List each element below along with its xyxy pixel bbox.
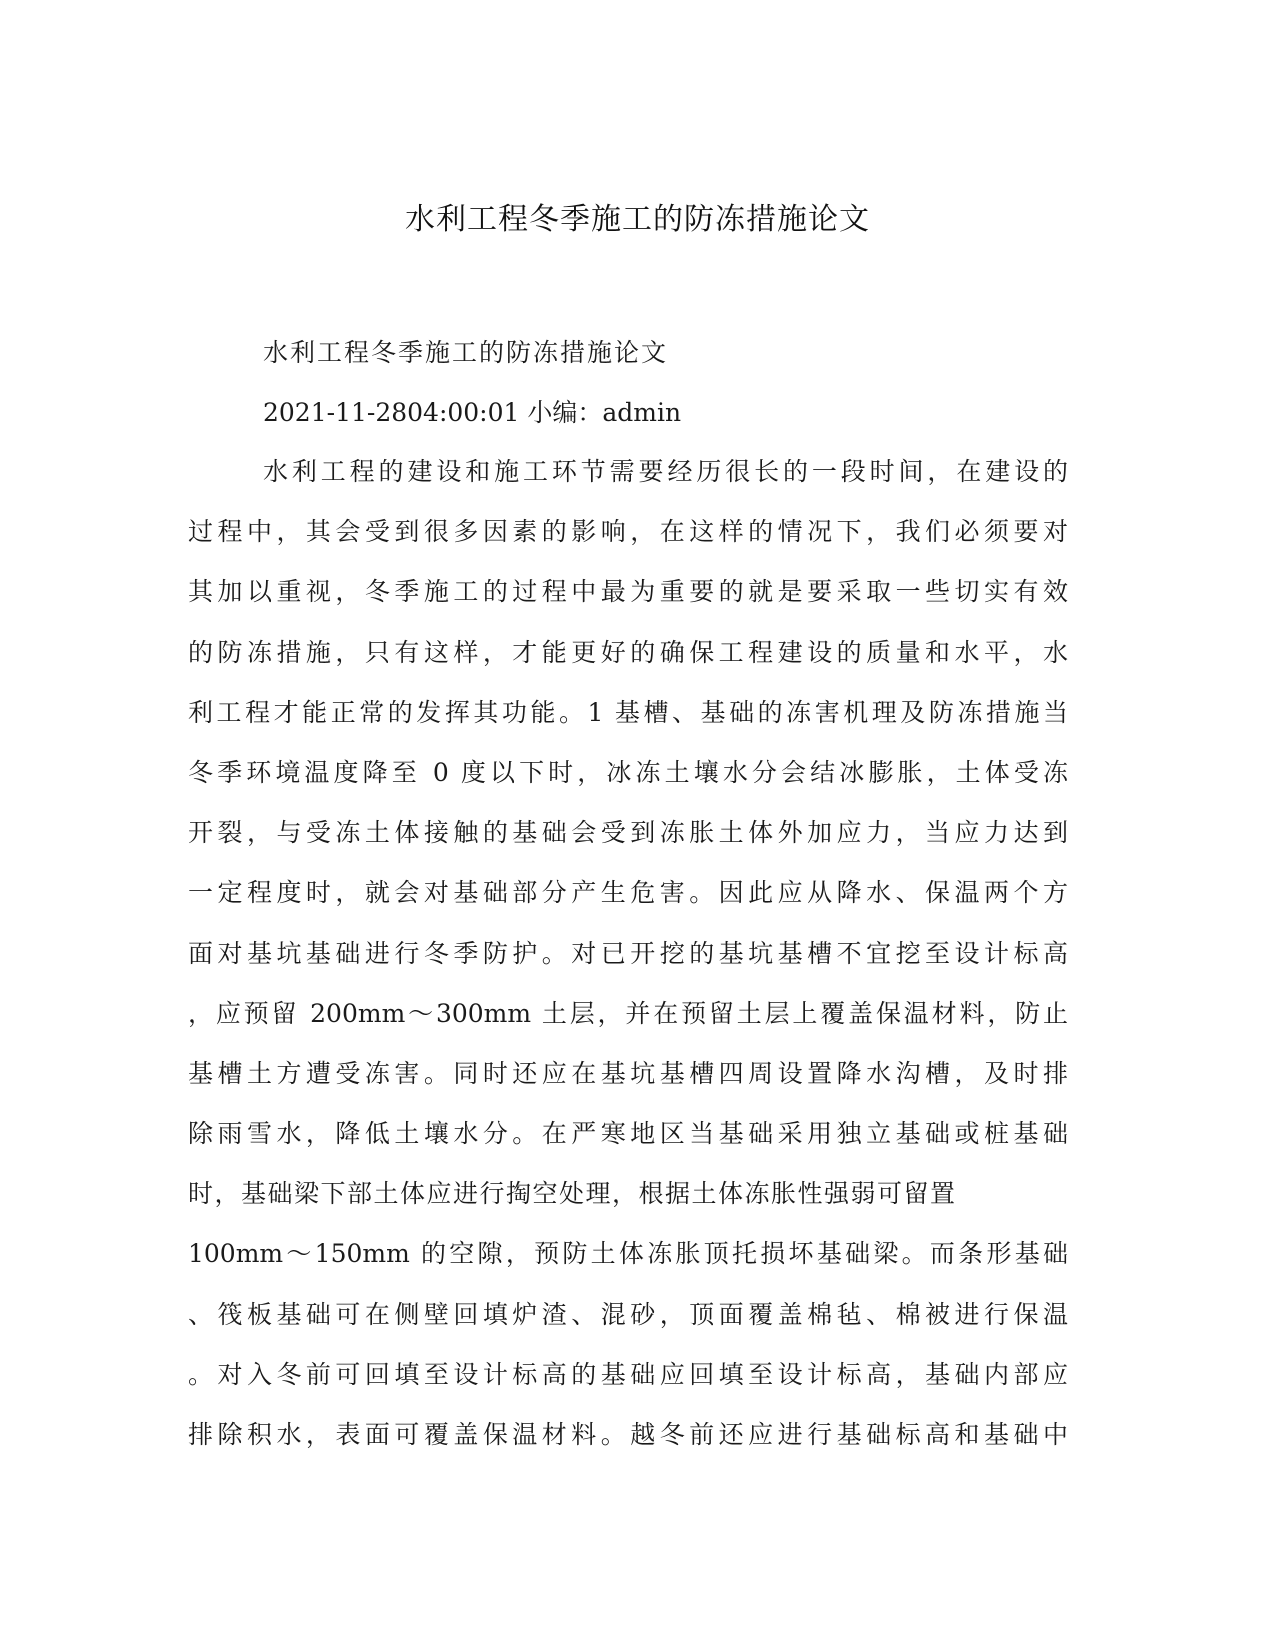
- body-line: 。对入冬前可回填至设计标高的基础应回填至设计标高，基础内部应: [188, 1359, 1068, 1389]
- body-line: ，应预留 200mm～300mm 土层，并在预留土层上覆盖保温材料，防止: [188, 998, 1068, 1028]
- body-line: 的防冻措施，只有这样，才能更好的确保工程建设的质量和水平，水: [188, 637, 1068, 667]
- body-line: 冬季环境温度降至 0 度以下时，冰冻土壤水分会结冰膨胀，土体受冻: [188, 757, 1068, 787]
- body-line: 其加以重视，冬季施工的过程中最为重要的就是要采取一些切实有效: [188, 577, 1068, 607]
- body-line: 面对基坑基础进行冬季防护。对已开挖的基坑基槽不宜挖至设计标高: [188, 938, 1068, 968]
- article-body: [188, 455, 1088, 1478]
- body-line: 基槽土方遭受冻害。同时还应在基坑基槽四周设置降水沟槽，及时排: [188, 1058, 1068, 1088]
- body-line: 时，基础梁下部土体应进行掏空处理，根据土体冻胀性强弱可留置: [188, 1179, 957, 1209]
- body-line: 100mm～150mm 的空隙，预防土体冻胀顶托损坏基础梁。而条形基础: [188, 1239, 1068, 1269]
- body-line: 除雨雪水，降低土壤水分。在严寒地区当基础采用独立基础或桩基础: [188, 1119, 1068, 1149]
- body-line: 排除积水，表面可覆盖保温材料。越冬前还应进行基础标高和基础中: [188, 1420, 1068, 1449]
- body-line: 利工程才能正常的发挥其功能。1 基槽、基础的冻害机理及防冻措施当: [188, 697, 1068, 727]
- document-title: 水利工程冬季施工的防冻措施论文: [405, 202, 870, 237]
- body-line: 过程中，其会受到很多因素的影响，在这样的情况下，我们必须要对: [188, 517, 1068, 547]
- article-subtitle: 水利工程冬季施工的防冻措施论文: [263, 338, 669, 367]
- body-line: 开裂，与受冻土体接触的基础会受到冻胀土体外加应力，当应力达到: [188, 818, 1068, 848]
- body-line: 一定程度时，就会对基础部分产生危害。因此应从降水、保温两个方: [188, 878, 1068, 908]
- article-meta: 2021-11-2804:00:01 小编：admin: [263, 398, 682, 427]
- body-line: 水利工程的建设和施工环节需要经历很长的一段时间，在建设的: [263, 457, 1068, 486]
- body-line: 、筏板基础可在侧壁回填炉渣、混砂，顶面覆盖棉毡、棉被进行保温: [188, 1299, 1068, 1329]
